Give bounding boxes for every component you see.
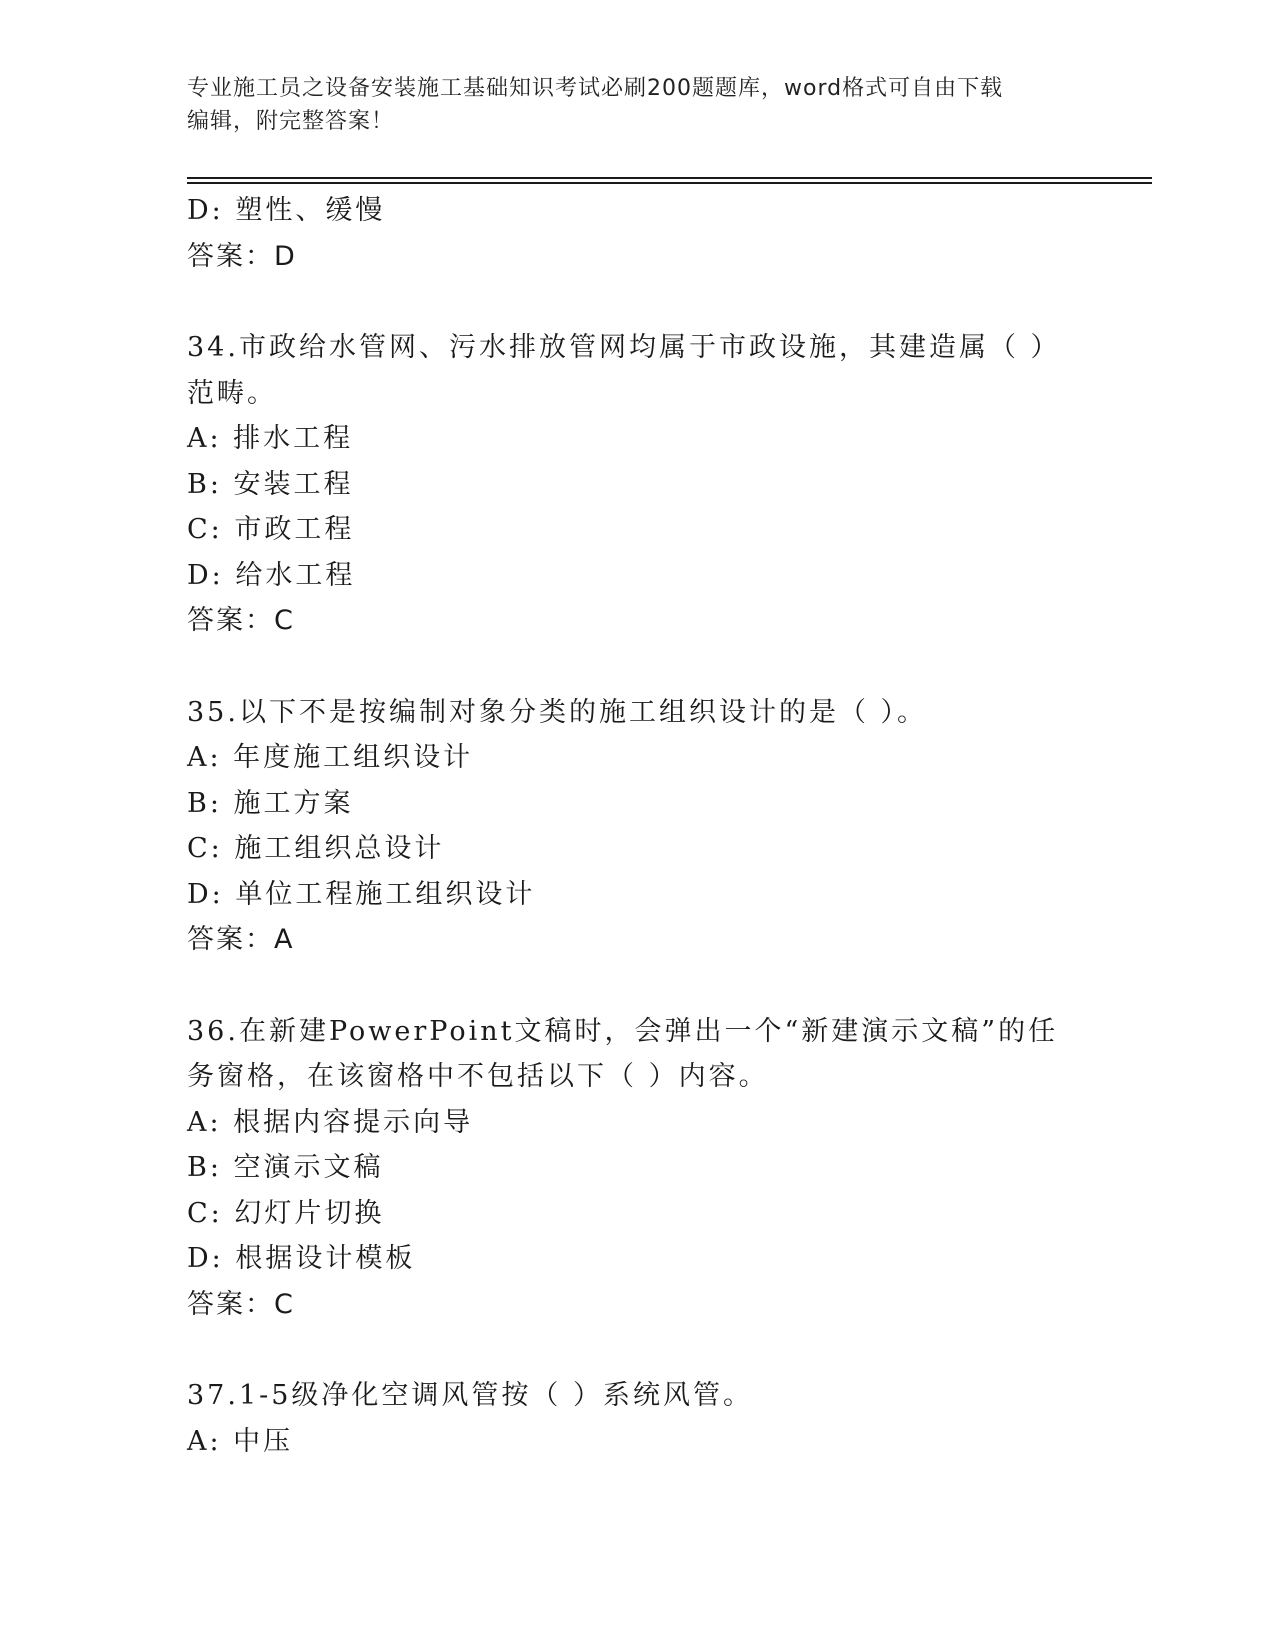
option-d: D: 根据设计模板 bbox=[187, 1243, 416, 1274]
answer: 答案：C bbox=[187, 605, 295, 636]
header-divider-top bbox=[187, 177, 1152, 179]
question-text: 34.市政给水管网、污水排放管网均属于市政设施，其建造属（ ）范畴。 bbox=[187, 332, 1061, 409]
option-b: B: 空演示文稿 bbox=[187, 1152, 384, 1183]
option-a: A: 根据内容提示向导 bbox=[187, 1106, 474, 1138]
option-c: C: 幻灯片切换 bbox=[187, 1197, 385, 1229]
header-line-2: 编辑，附完整答案！ bbox=[187, 109, 395, 134]
option-d: D: 单位工程施工组织设计 bbox=[187, 878, 536, 910]
question-text: 35.以下不是按编制对象分类的施工组织设计的是（ ）。 bbox=[187, 696, 928, 728]
question-text: 36.在新建PowerPoint文稿时，会弹出一个“新建演示文稿”的任务窗格，在该窗格中不包括以下（ ）内容。 bbox=[187, 1015, 1059, 1092]
header-divider-bottom bbox=[187, 182, 1152, 184]
header-line-1: 专业施工员之设备安装施工基础知识考试必刷200题题库，word格式可自由下载 bbox=[187, 76, 1004, 101]
page-header bbox=[187, 72, 1067, 138]
option-d: D: 塑性、缓慢 bbox=[187, 195, 386, 226]
option-a: A: 中压 bbox=[187, 1425, 294, 1457]
question-35 bbox=[187, 690, 1067, 963]
question-36 bbox=[187, 1009, 1067, 1328]
option-b: B: 施工方案 bbox=[187, 787, 354, 819]
option-d: D: 给水工程 bbox=[187, 559, 356, 591]
answer: 答案：C bbox=[187, 1288, 295, 1320]
question-37 bbox=[187, 1373, 1067, 1464]
question-text: 37.1-5级净化空调风管按（ ）系统风管。 bbox=[187, 1380, 754, 1411]
question-content bbox=[187, 188, 1067, 1464]
option-c: C: 施工组织总设计 bbox=[187, 833, 445, 864]
option-b: B: 安装工程 bbox=[187, 468, 354, 500]
option-a: A: 排水工程 bbox=[187, 423, 354, 454]
question-34 bbox=[187, 325, 1067, 644]
option-c: C: 市政工程 bbox=[187, 514, 355, 545]
answer: 答案：D bbox=[187, 240, 297, 272]
option-a: A: 年度施工组织设计 bbox=[187, 742, 474, 773]
answer: 答案：A bbox=[187, 924, 295, 955]
